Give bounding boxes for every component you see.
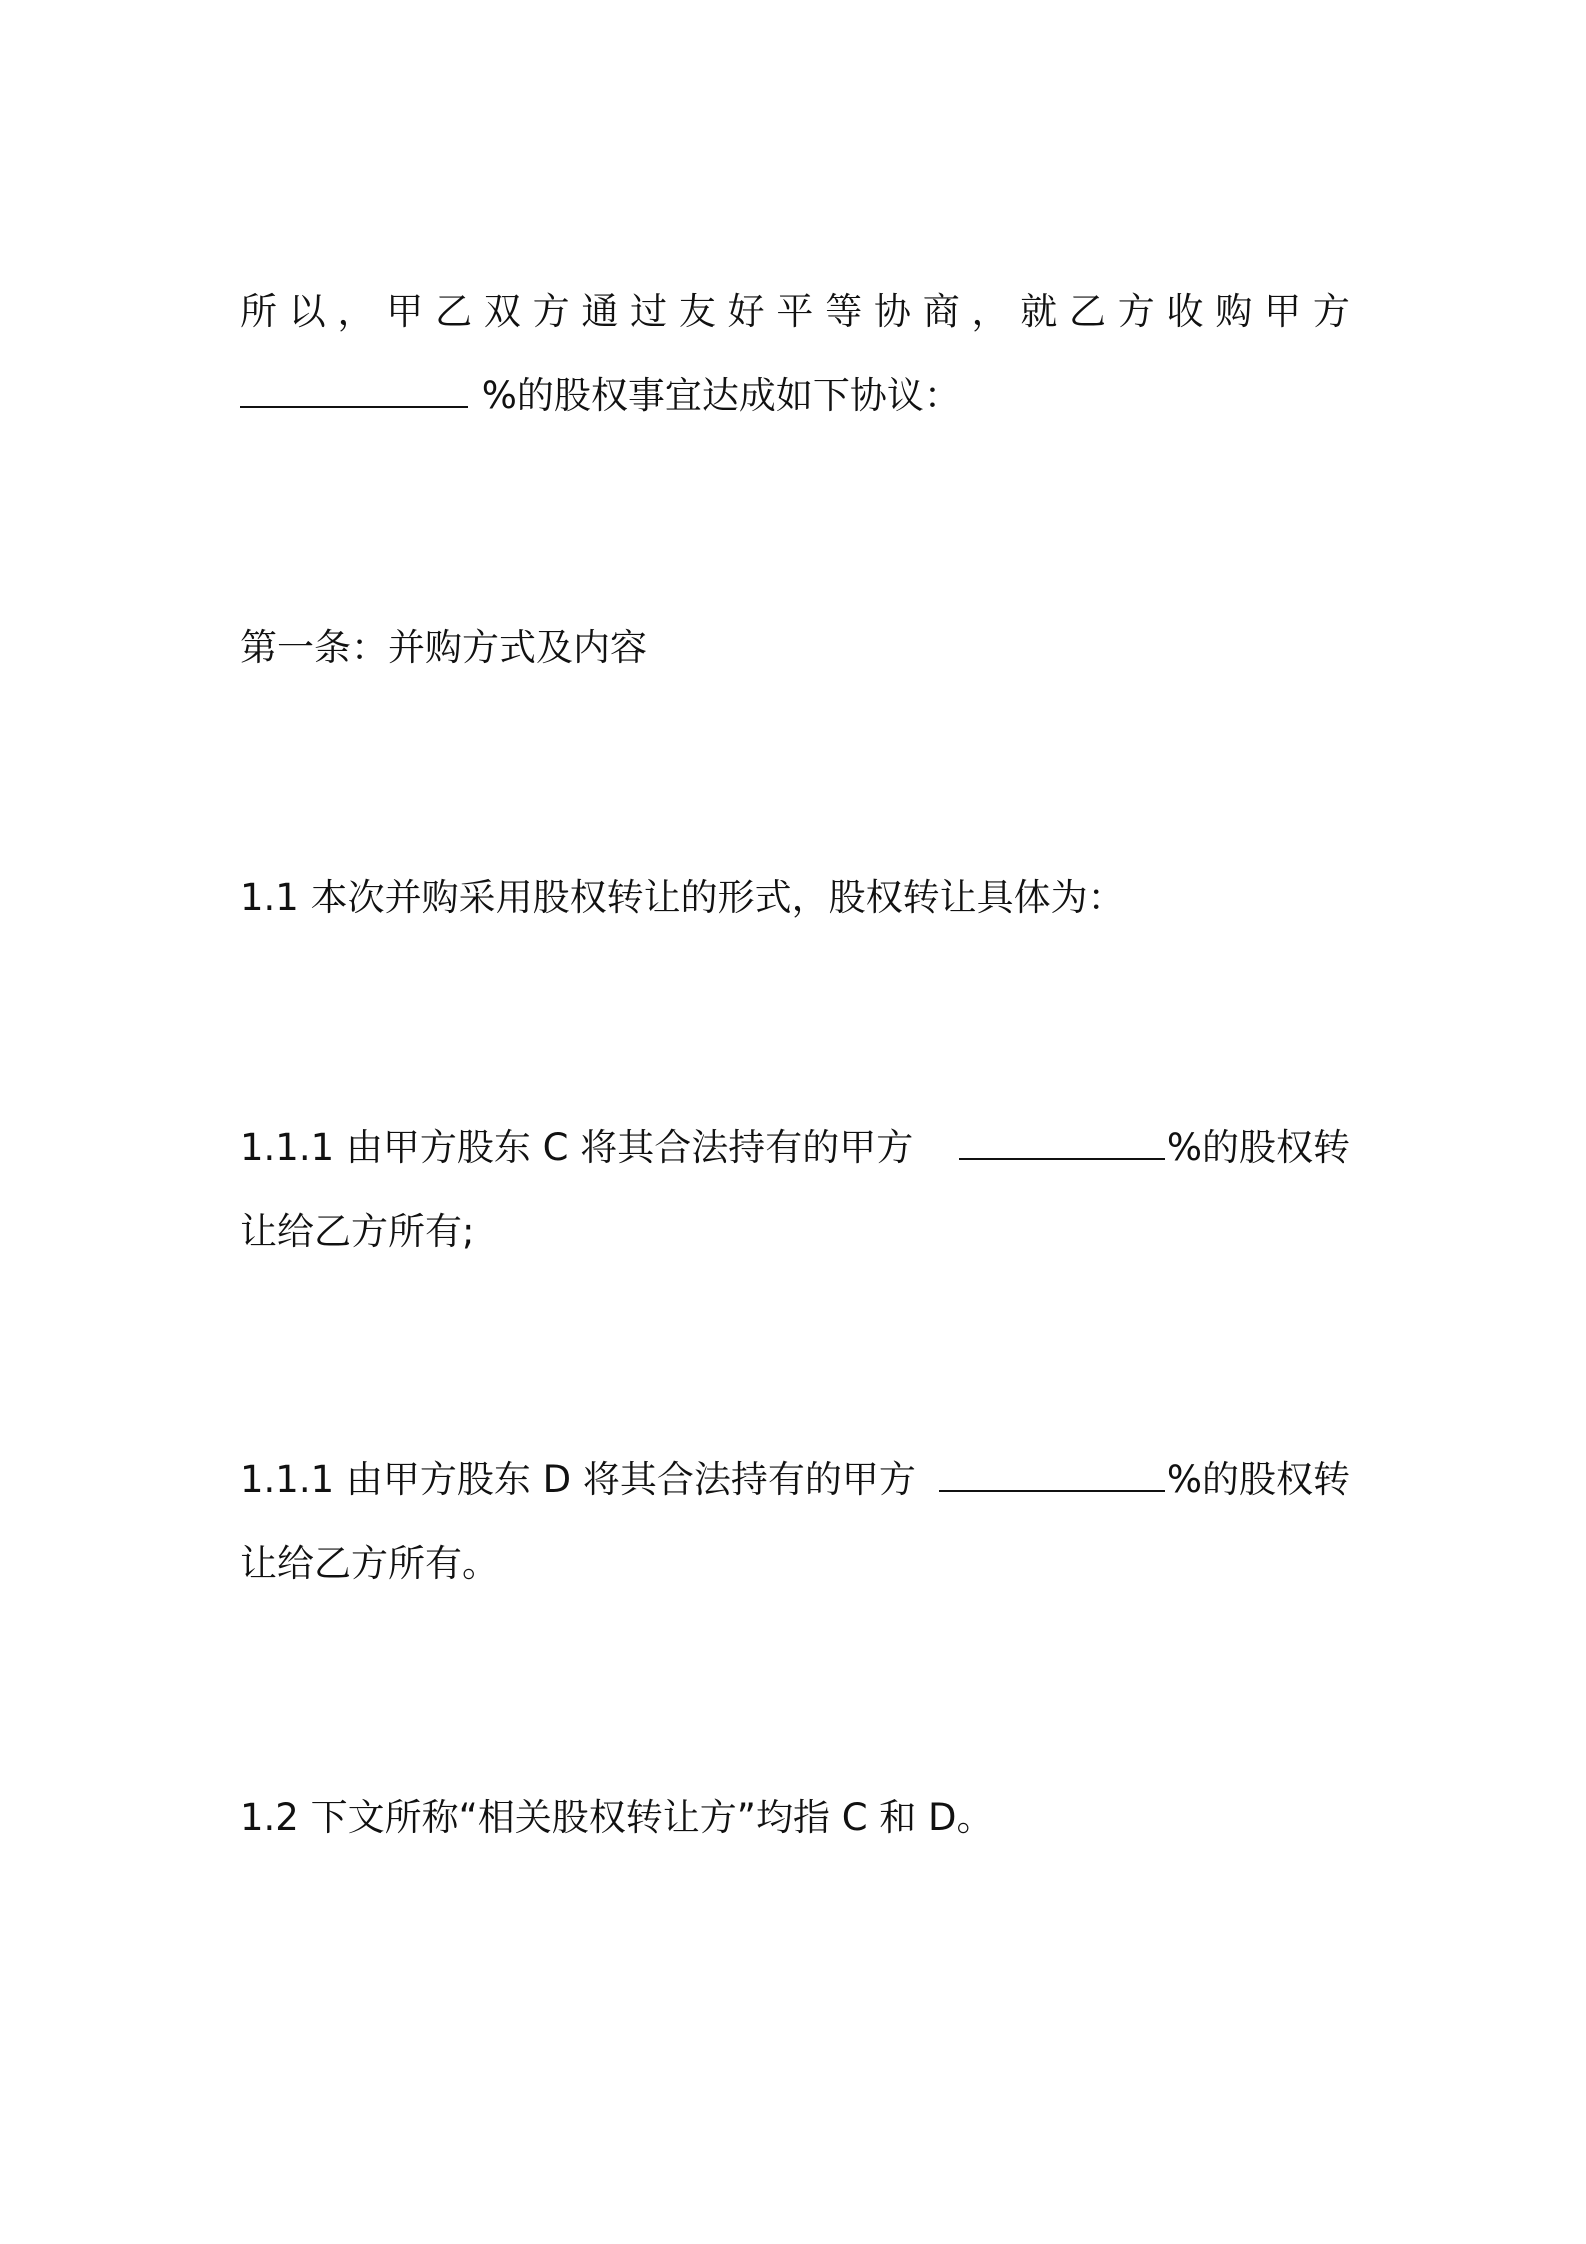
intro-char: 通 [581,290,619,333]
intro-line-2 [240,354,1350,438]
intro-paragraph [240,270,1350,438]
intro-char: 过 [630,290,668,333]
intro-char: 平 [776,290,814,333]
clause-1-1-1-c [240,1106,1350,1274]
blank-field [939,1460,1165,1492]
clause-1-1-1-d-suffix: %的股权转 [1166,1458,1350,1501]
intro-char: ， [337,290,375,333]
article-1-heading-text: 第一条：并购方式及内容 [240,626,647,669]
clause-1-1-1-c-suffix: %的股权转 [1166,1126,1350,1169]
intro-char: 双 [483,290,521,333]
intro-char: 以 [288,290,326,333]
intro-line-2-text: %的股权事宜达成如下协议： [481,374,961,417]
intro-char: 方 [532,290,570,333]
intro-char: 乙 [435,290,473,333]
intro-char: 商 [922,290,960,333]
clause-1-2-text: 1.2 下文所称“相关股权转让方”均指 C 和 D。 [240,1796,994,1839]
clause-1-1-text: 1.1 本次并购采用股权转让的形式，股权转让具体为： [240,876,1125,919]
blank-field [240,376,468,408]
intro-char: 好 [727,290,765,333]
intro-char: 友 [678,290,716,333]
intro-char: 所 [240,290,277,333]
intro-char: 协 [873,290,911,333]
clause-1-1-1-d-line-2: 让给乙方所有。 [240,1542,499,1585]
intro-char: 甲 [386,290,424,333]
clause-1-1 [240,856,1350,940]
article-1-heading [240,606,1350,690]
intro-char: 甲 [1264,290,1302,333]
clause-1-1-1-d [240,1438,1350,1606]
clause-1-1-1-d-prefix: 1.1.1 由甲方股东 D 将其合法持有的甲方 [240,1458,916,1501]
intro-char: ， [971,290,1009,333]
clause-1-2 [240,1776,1350,1860]
intro-char: 方 [1117,290,1155,333]
intro-char: 乙 [1069,290,1107,333]
clause-1-1-1-c-line-2: 让给乙方所有; [240,1210,475,1253]
intro-char: 购 [1215,290,1253,333]
clause-1-1-1-c-prefix: 1.1.1 由甲方股东 C 将其合法持有的甲方 [240,1126,914,1169]
clause-1-1-1-d-line-1 [240,1438,1350,1522]
intro-line-1 [240,270,1350,354]
clause-1-1-1-c-line-1 [240,1106,1350,1190]
intro-char: 收 [1166,290,1204,333]
intro-char: 就 [1020,290,1058,333]
blank-field [959,1128,1165,1160]
intro-char: 等 [825,290,863,333]
intro-char: 方 [1312,290,1350,333]
